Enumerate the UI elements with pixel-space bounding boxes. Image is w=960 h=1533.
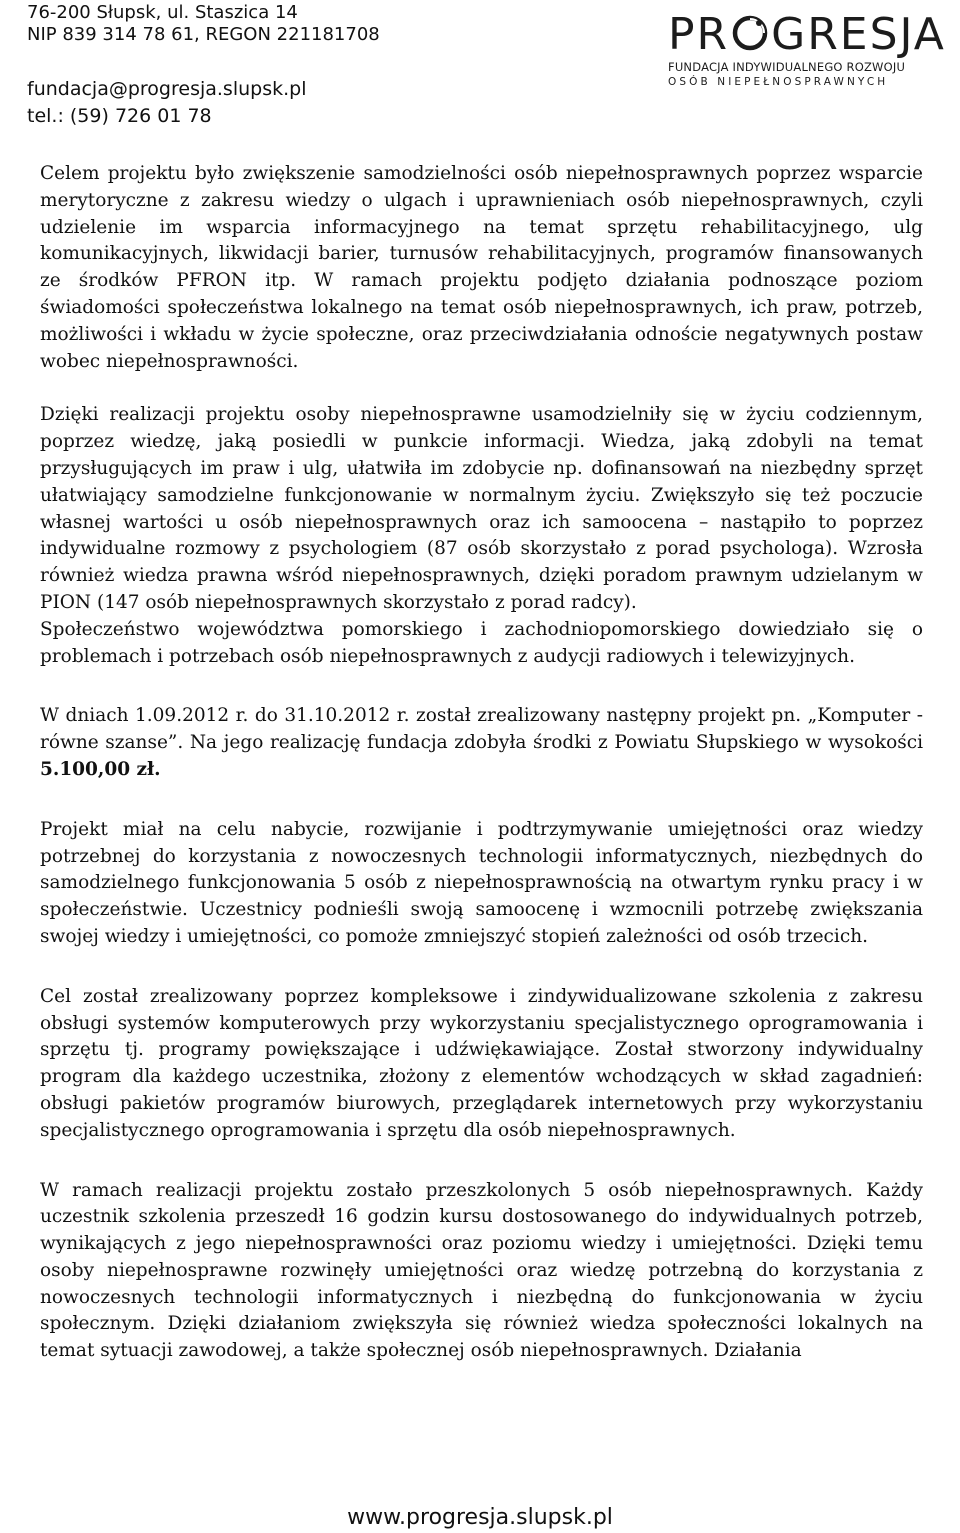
logo-word-end: GRESJA bbox=[771, 9, 946, 60]
paragraph-project-goal: Celem projektu było zwiększenie samodzielności osób niepełnosprawnych poprzez wsparcie merytoryczne z zakresu wiedzy o ulgach i uprawnieniach osób niepełnosprawnych, czyli udzielenie im wsparcia informacyjnego na temat sprzętu rehabilitacyjnego, ulg komunikacyjnych, likwidacji barier, turnusów rehabilitacyjnych, programów finansowanych ze środków PFRON itp. W ramach projektu podjęto działania podnoszące poziom świadomości społeczeństwa lokalnego na temat osób niepełnosprawnych, ich praw, potrzeb, możliwości i wkładu w życie społeczne, oraz przeciwdziałania odnoście negatywnych postaw wobec niepełnosprawności. bbox=[40, 163, 923, 372]
paragraph-computer-project bbox=[40, 703, 923, 783]
paragraph-media: Społeczeństwo województwa pomorskiego i zachodniopomorskiego dowiedziało się o problemach i potrzebach osób niepełnosprawnych z audycji radiowych i telewizyjnych. bbox=[40, 618, 923, 667]
paragraph-project-results: Dzięki realizacji projektu osoby niepełnosprawne usamodzielniły się w życiu codziennym, poprzez wiedzę, jaką posiedli w punkcie informacji. Wiedza, jaką zdobyli na temat przysługujących im praw i ulg, ułatwiła im zdobycie np. dofinansowań na niezbędny sprzęt ułatwiający samodzielne funkcjonowanie w normalnym życiu. Zwiększyło się też poczucie własnej wartości u osób niepełnosprawnych oraz ich samoocena – nastąpiło to poprzez indywidualne rozmowy z psychologiem (87 osób skorzystało z porad psychologa). Wzrosła również wiedza prawna wśród niepełnosprawnych, dzięki poradom prawnym udzielanym w PION (147 osób niepełnosprawnych skorzystało z porad radcy). bbox=[40, 404, 923, 613]
logo-word-start: PR bbox=[668, 9, 730, 60]
document-body bbox=[40, 161, 923, 1365]
logo-wordmark bbox=[668, 10, 953, 60]
tax-ids: NIP 839 314 78 61, REGON 221181708 bbox=[27, 24, 380, 45]
logo-ring-icon bbox=[730, 13, 770, 51]
paragraph-training: Cel został zrealizowany poprzez kompleksowe i zindywidualizowane szkolenia z zakresu obsługi systemów komputerowych przy wykorzystaniu specjalistycznego oprogramowania i sprzętu tj. programy powiększające i udźwiękawiające. Został stworzony indywidualny program dla każdego uczestnika, złożony z elementów wchodzących w skład zagadnień: obsługi pakietów programów biurowych, przeglądarek internetowych przy wykorzystaniu specjalistycznego oprogramowania i sprzętu dla osób niepełnosprawnych. bbox=[40, 985, 923, 1141]
address: 76-200 Słupsk, ul. Staszica 14 bbox=[27, 2, 298, 23]
phone: tel.: (59) 726 01 78 bbox=[27, 105, 212, 127]
funding-amount: 5.100,00 zł. bbox=[40, 758, 161, 780]
email-link[interactable]: fundacja@progresja.slupsk.pl bbox=[27, 78, 307, 100]
computer-project-text: W dniach 1.09.2012 r. do 31.10.2012 r. został zrealizowany następny projekt pn. „Komputer - równe szanse”. Na jego realizację fundacja zdobyła środki z Powiatu Słupskiego w wysokości bbox=[40, 705, 923, 754]
letterhead-info bbox=[27, 2, 380, 46]
footer-website-link[interactable]: www.progresja.slupsk.pl bbox=[347, 1505, 613, 1530]
logo-tagline-1: FUNDACJA INDYWIDUALNEGO ROZWOJU bbox=[668, 60, 906, 74]
contact-block bbox=[27, 76, 307, 130]
progresja-logo bbox=[668, 10, 953, 90]
logo-tagline-2: OSÓB NIEPEŁNOSPRAWNYCH bbox=[668, 76, 889, 88]
paragraph-participants: W ramach realizacji projektu zostało przeszkolonych 5 osób niepełnosprawnych. Każdy uczestnik szkolenia przeszedł 16 godzin kursu dostosowanego do indywidualnych potrzeb, wynikających z jego niepełnosprawności oraz poziomu wiedzy i umiejętności. Dzięki temu osoby niepełnosprawne rozwinęły umiejętności oraz wiedzę potrzebną do korzystania z nowoczesnych technologii informatycznych i niezbędną do funkcjonowania w życiu społecznym. Dzięki działaniom zwiększyła się również wiedza społeczności lokalnych na temat sytuacji zawodowej, a także społecznej osób niepełnosprawnych. Działania bbox=[40, 1179, 923, 1362]
paragraph-project-aim: Projekt miał na celu nabycie, rozwijanie i podtrzymywanie umiejętności oraz wiedzy potrzebnej do korzystania z nowoczesnych technologii informatycznych, niezbędnych do samodzielnego funkcjonowania 5 osób z niepełnosprawnością na otwartym rynku pracy i w społeczeństwie. Uczestnicy podnieśli swoją samoocenę i wzmocnili potrzebę zwiększania swojej wiedzy i umiejętności, co pomoże zmniejszyć stopień zależności od osób trzecich. bbox=[40, 818, 923, 947]
